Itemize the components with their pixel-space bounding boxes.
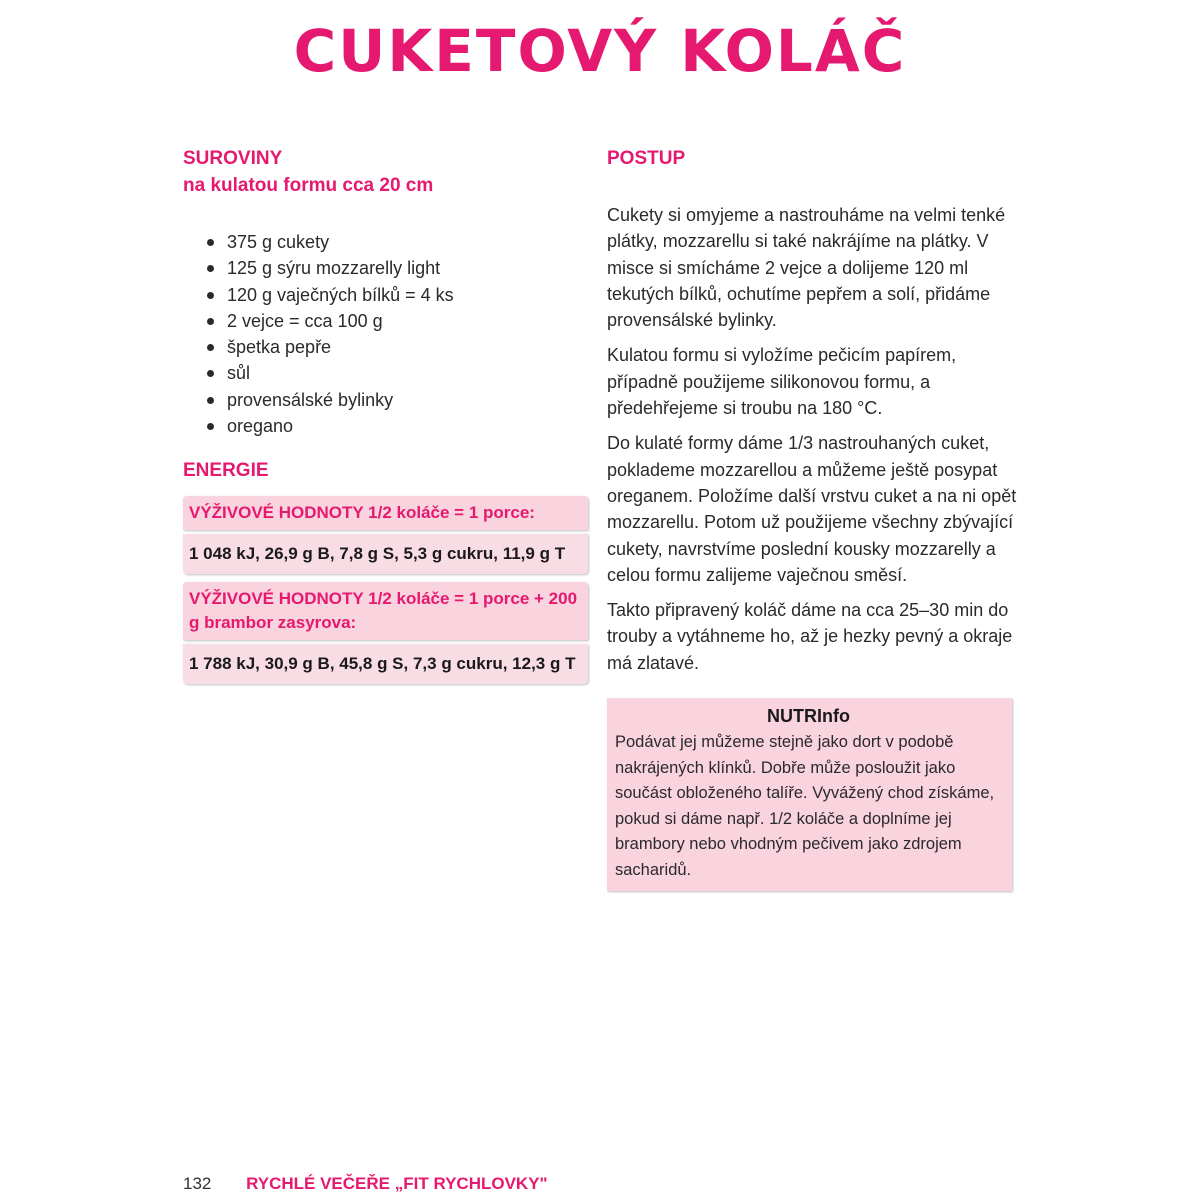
procedure-paragraph: Cukety si omyjeme a nastrouháme na velmi tenké plátky, mozzarellu si také nakrájíme na plátky. V misce si smícháme 2 vejce a dolijeme 120 ml tekutých bílků, ochutíme pepřem a solí, přidáme provensálské bylinky. xyxy=(607,205,1006,331)
bullet-icon xyxy=(207,397,214,404)
procedure-steps xyxy=(607,202,1017,676)
nutrition-value: 1 788 kJ, 30,9 g B, 45,8 g S, 7,3 g cukru, 12,3 g T xyxy=(183,644,588,684)
ingredient-text: 2 vejce = cca 100 g xyxy=(227,310,383,331)
page-number: 132 xyxy=(183,1174,212,1193)
ingredients-subheading: na kulatou formu cca 20 cm xyxy=(183,175,434,196)
nutrition-value: 1 048 kJ, 26,9 g B, 7,8 g S, 5,3 g cukru, 11,9 g T xyxy=(183,534,588,574)
ingredient-text: provensálské bylinky xyxy=(227,389,394,410)
list-item xyxy=(183,229,588,255)
list-item xyxy=(183,413,588,439)
bullet-icon xyxy=(207,344,214,351)
procedure-paragraph: Takto připravený koláč dáme na cca 25–30 min do trouby a vytáhneme ho, až je hezky pevný a okraje má zlatavé. xyxy=(607,600,1013,673)
list-item xyxy=(183,308,588,334)
ingredient-text: sůl xyxy=(227,363,251,384)
bullet-icon xyxy=(207,239,214,246)
ingredients-heading: SUROVINY xyxy=(183,148,283,169)
procedure-heading: POSTUP xyxy=(607,148,686,169)
list-item xyxy=(183,255,588,281)
procedure-column xyxy=(607,145,1017,891)
ingredient-text: 120 g vaječných bílků = 4 ks xyxy=(227,284,454,305)
recipe-title: CUKETOVÝ KOLÁČ xyxy=(293,17,907,85)
nutrition-label: VÝŽIVOVÉ HODNOTY 1/2 koláče = 1 porce: xyxy=(183,496,588,530)
nutrinfo-title: NUTRInfo xyxy=(767,706,850,727)
bullet-icon xyxy=(207,423,214,430)
list-item xyxy=(183,282,588,308)
section-title: RYCHLÉ VEČEŘE „FIT RYCHLOVKY" xyxy=(246,1174,548,1193)
procedure-paragraph: Do kulaté formy dáme 1/3 nastrouhaných cuket, poklademe mozzarellou a můžeme ještě posypat oreganem. Položíme další vrstvu cuket a na ni opět mozzarellu. Potom už použijeme všechny zbývající cukety, navrstvíme poslední kousky mozzarelly a celou formu zalijeme vaječnou směsí. xyxy=(607,433,1017,585)
ingredients-column xyxy=(183,145,588,684)
bullet-icon xyxy=(207,318,214,325)
list-item xyxy=(183,387,588,413)
nutrition-block-1 xyxy=(183,496,588,574)
ingredient-text: 125 g sýru mozzarelly light xyxy=(227,258,441,279)
ingredient-text: 375 g cukety xyxy=(227,232,330,252)
bullet-icon xyxy=(207,292,214,299)
nutrition-label: VÝŽIVOVÉ HODNOTY 1/2 koláče = 1 porce + 200 g brambor zasyrova: xyxy=(183,582,588,640)
procedure-paragraph: Kulatou formu si vyložíme pečicím papírem, případně použijeme silikonovou formu, a předehřejeme si troubu na 180 °C. xyxy=(607,345,957,419)
page-footer xyxy=(183,1172,548,1196)
bullet-icon xyxy=(207,370,214,377)
bullet-icon xyxy=(207,265,214,272)
nutrinfo-text: Podávat jej můžeme stejně jako dort v podobě nakrájených klínků. Dobře může posloužit jako součást obloženého talíře. Vyvážený chod získáme, pokud si dáme např. 1/2 koláče a doplníme jej brambory nebo vhodným pečivem jako zdrojem sacharidů. xyxy=(615,733,995,879)
energy-heading: ENERGIE xyxy=(183,460,269,482)
nutrition-block-2 xyxy=(183,582,588,684)
ingredient-text: oregano xyxy=(227,416,294,437)
ingredient-text: špetka pepře xyxy=(227,337,332,358)
nutrinfo-box xyxy=(607,698,1012,891)
ingredients-list xyxy=(183,229,588,439)
list-item xyxy=(183,360,588,386)
list-item xyxy=(183,334,588,360)
